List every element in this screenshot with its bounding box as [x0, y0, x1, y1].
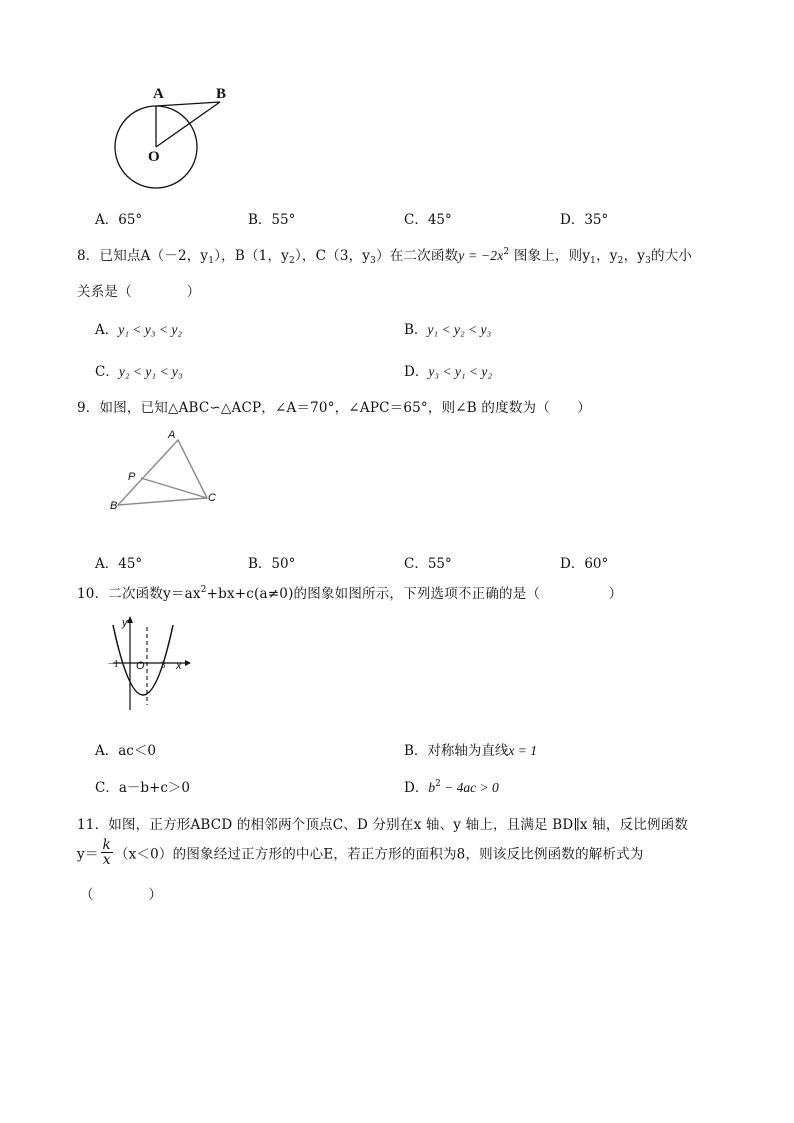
q8-option-d[interactable]: D．y₃ < y₁ < y₂ — [404, 364, 493, 380]
fraction-k-over-x: $\frac{k}{x}$ — [102, 837, 111, 868]
q11-stem-line2: y＝ $\frac{k}{x}$ （x＜0）的图象经过正方形的中心E，若正方形的面积为8，则该反比例函数的解析式为 — [77, 837, 644, 868]
label-origin: O — [136, 660, 145, 672]
q9-option-d[interactable]: D．60° — [560, 556, 609, 572]
label-minus-one: −1 — [108, 659, 119, 670]
segment-PC — [141, 478, 207, 498]
q8-option-b[interactable]: B．y₁ < y₂ < y₃ — [404, 322, 492, 338]
circle-tangent-figure — [100, 80, 250, 195]
label-B: B — [216, 86, 227, 102]
q9-option-b[interactable]: B．50° — [248, 556, 296, 572]
q9-option-a[interactable]: A．45° — [95, 556, 143, 572]
q8-option-c[interactable]: C．y₂ < y₁ < y₃ — [95, 364, 183, 380]
q9-option-c[interactable]: C．55° — [404, 556, 452, 572]
q9-stem: 9．如图，已知△ABC∽△ACP，∠A＝70°，∠APC＝65°，则∠B 的度数为（ ） — [77, 400, 591, 416]
q8-option-a[interactable]: A．y₁ < y₃ < y₂ — [95, 322, 183, 338]
q7-option-c[interactable]: C．45° — [404, 212, 452, 228]
label-tri-A: A — [168, 429, 176, 441]
segment-OB — [156, 102, 220, 147]
label-three: 3 — [161, 660, 166, 670]
q11-stem-line3: （ ） — [80, 887, 163, 903]
q10-option-d[interactable]: D．$b^2 - 4ac > 0$ — [404, 779, 499, 796]
label-y-axis: y — [122, 617, 128, 629]
q7-option-d[interactable]: D．35° — [560, 212, 609, 228]
label-tri-C: C — [208, 492, 216, 504]
tangent-AB — [156, 102, 220, 106]
q10-stem: 10．二次函数$y=ax^2+bx+c(a\ne 0)$的图象如图所示，下列选项不正确的是（ ） — [77, 585, 623, 602]
q10-option-a[interactable]: A．ac＜0 — [95, 743, 156, 759]
label-O: O — [148, 149, 160, 165]
x-axis-arrow — [185, 660, 191, 666]
label-A: A — [153, 86, 164, 102]
q11-stem-line1: 11．如图，正方形ABCD 的相邻两个顶点C、D 分别在x 轴、y 轴上，且满足 BD∥x 轴，反比例函数 — [77, 817, 689, 833]
q7-option-b[interactable]: B．55° — [248, 212, 296, 228]
label-tri-B: B — [110, 500, 118, 512]
q10-option-b[interactable]: B．对称轴为直线x = 1 — [404, 743, 538, 759]
label-tri-P: P — [128, 471, 136, 483]
triangle-figure — [100, 425, 230, 520]
q7-option-a[interactable]: A．65° — [95, 212, 143, 228]
q8-stem-line2: 关系是（ ） — [77, 284, 201, 300]
q8-stem-line1: 8．已知点A（－2，$y_1$），B（1，$y_2$），C（3，$y_3$）在二次函数$y = -2x^2$ 图象上，则$y_1$，$y_2$，$y_3$的大小 — [77, 247, 693, 266]
label-x-axis: x — [176, 660, 182, 672]
q10-option-c[interactable]: C．a－b+c＞0 — [95, 780, 190, 796]
